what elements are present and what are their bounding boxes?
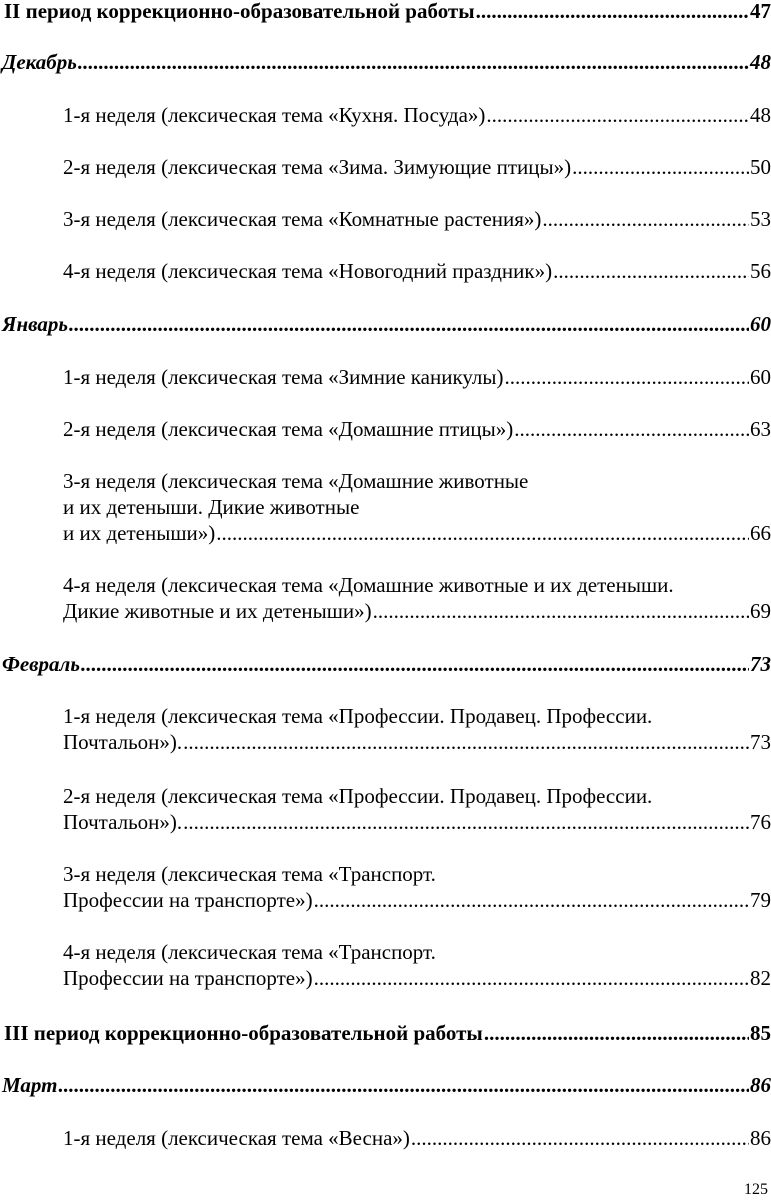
toc-entry-week[interactable] bbox=[0, 783, 771, 835]
leader-dots bbox=[58, 1072, 749, 1098]
entry-page: 85 bbox=[750, 1021, 771, 1045]
toc-entry-period[interactable] bbox=[0, 0, 771, 24]
leader-dots bbox=[373, 598, 749, 624]
entry-page: 73 bbox=[750, 652, 771, 676]
leader-dots bbox=[183, 729, 749, 755]
entry-title-line: 2-я неделя (лексическая тема «Профессии. Продавец. Профессии. bbox=[63, 784, 653, 808]
leader-dots bbox=[476, 0, 749, 24]
entry-title: Дикие животные и их детеныши») bbox=[63, 599, 372, 623]
leader-dots bbox=[183, 809, 749, 835]
leader-dots bbox=[78, 49, 749, 75]
entry-page: 86 bbox=[750, 1073, 771, 1097]
leader-dots bbox=[486, 102, 749, 128]
entry-title: 1-я неделя (лексическая тема «Кухня. Посуда») bbox=[63, 103, 486, 127]
entry-title: Март bbox=[2, 1073, 58, 1097]
toc-entry-month[interactable] bbox=[0, 1072, 771, 1098]
entry-page: 60 bbox=[750, 312, 771, 336]
toc-entry-period[interactable] bbox=[0, 1020, 771, 1046]
entry-title: 1-я неделя (лексическая тема «Зимние каникулы) bbox=[63, 365, 504, 389]
toc-entry-week[interactable] bbox=[0, 258, 771, 284]
leader-dots bbox=[411, 1125, 749, 1151]
entry-page: 76 bbox=[750, 810, 771, 834]
toc-entry-week[interactable] bbox=[0, 468, 771, 546]
toc-entry-month[interactable] bbox=[0, 311, 771, 337]
entry-page: 69 bbox=[750, 599, 771, 623]
entry-title: 3-я неделя (лексическая тема «Комнатные растения») bbox=[63, 207, 542, 231]
entry-title: Почтальон»). bbox=[63, 730, 183, 754]
entry-page: 79 bbox=[750, 888, 771, 912]
entry-title: и их детеныши») bbox=[63, 521, 216, 545]
entry-page: 66 bbox=[750, 521, 771, 545]
leader-dots bbox=[314, 887, 749, 913]
entry-page: 47 bbox=[750, 0, 771, 23]
entry-page: 48 bbox=[750, 50, 771, 74]
leader-dots bbox=[505, 364, 749, 390]
entry-page: 82 bbox=[750, 966, 771, 990]
leader-dots bbox=[216, 520, 749, 546]
entry-title: Декабрь bbox=[2, 50, 77, 74]
entry-title-line: 1-я неделя (лексическая тема «Профессии. Продавец. Профессии. bbox=[63, 704, 653, 728]
entry-page: 60 bbox=[750, 365, 771, 389]
entry-title: 4-я неделя (лексическая тема «Новогодний праздник») bbox=[63, 259, 553, 283]
toc-entry-week[interactable] bbox=[0, 102, 771, 128]
leader-dots bbox=[514, 416, 749, 442]
entry-title: Профессии на транспорте») bbox=[63, 966, 313, 990]
entry-title: Февраль bbox=[2, 652, 80, 676]
entry-title: 2-я неделя (лексическая тема «Домашние птицы») bbox=[63, 417, 514, 441]
entry-page: 63 bbox=[750, 417, 771, 441]
entry-title: 2-я неделя (лексическая тема «Зима. Зимующие птицы») bbox=[63, 155, 572, 179]
entry-page: 50 bbox=[750, 155, 771, 179]
leader-dots bbox=[542, 206, 749, 232]
leader-dots bbox=[553, 258, 749, 284]
toc-entry-week[interactable] bbox=[0, 861, 771, 913]
entry-title: 1-я неделя (лексическая тема «Весна») bbox=[63, 1126, 410, 1150]
toc-entry-month[interactable] bbox=[0, 651, 771, 677]
entry-title: Почтальон»). bbox=[63, 810, 183, 834]
entry-title-line: и их детеныши. Дикие животные bbox=[63, 495, 360, 519]
toc-entry-week[interactable] bbox=[0, 939, 771, 991]
entry-title-line: 3-я неделя (лексическая тема «Транспорт. bbox=[63, 862, 436, 886]
leader-dots bbox=[81, 651, 749, 677]
entry-title: III период коррекционно-образовательной работы bbox=[4, 1021, 483, 1045]
toc-entry-week[interactable] bbox=[0, 206, 771, 232]
entry-page: 53 bbox=[750, 207, 771, 231]
entry-page: 86 bbox=[750, 1126, 771, 1150]
entry-page: 73 bbox=[750, 730, 771, 754]
toc-entry-week[interactable] bbox=[0, 703, 771, 755]
entry-title: Январь bbox=[2, 312, 68, 336]
entry-title: Профессии на транспорте») bbox=[63, 888, 313, 912]
toc-entry-month[interactable] bbox=[0, 49, 771, 75]
toc-entry-week[interactable] bbox=[0, 416, 771, 442]
leader-dots bbox=[572, 154, 749, 180]
page-number: 125 bbox=[744, 1181, 768, 1198]
leader-dots bbox=[69, 311, 749, 337]
leader-dots bbox=[484, 1020, 749, 1046]
toc-entry-week[interactable] bbox=[0, 572, 771, 624]
toc-entry-week[interactable] bbox=[0, 1125, 771, 1151]
toc-entry-week[interactable] bbox=[0, 154, 771, 180]
leader-dots bbox=[314, 965, 749, 991]
entry-title: II период коррекционно-образовательной работы bbox=[4, 0, 475, 23]
entry-title-line: 4-я неделя (лексическая тема «Домашние животные и их детеныши. bbox=[63, 573, 674, 597]
toc-entry-week[interactable] bbox=[0, 364, 771, 390]
entry-page: 56 bbox=[750, 259, 771, 283]
entry-title-line: 4-я неделя (лексическая тема «Транспорт. bbox=[63, 940, 436, 964]
entry-page: 48 bbox=[750, 103, 771, 127]
entry-title-line: 3-я неделя (лексическая тема «Домашние животные bbox=[63, 469, 529, 493]
